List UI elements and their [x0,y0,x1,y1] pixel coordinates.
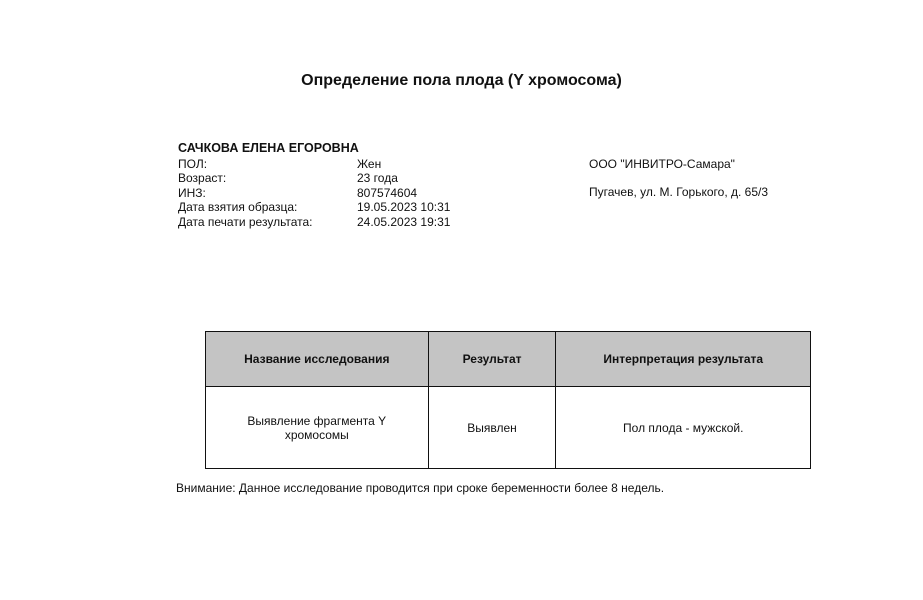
lab-info [589,157,768,199]
table-row [206,387,811,469]
document-title: Определение пола плода (Y хромосома) [301,72,622,89]
column-header-result: Результат [428,332,556,387]
field-label: ИНЗ: [178,185,206,200]
field-value: 807574604 [357,185,418,200]
field-value: 24.05.2023 19:31 [357,214,451,229]
lab-address: Пугачев, ул. М. Горького, д. 65/3 [589,185,769,199]
warning-note: Внимание: Данное исследование проводится при сроке беременности более 8 недель. [176,481,665,495]
field-label: Дата печати результата: [178,214,313,229]
field-value: Жен [357,156,382,171]
patient-field-age [178,171,450,186]
patient-info [178,141,450,230]
field-label: Возраст: [178,171,227,186]
field-label: ПОЛ: [178,156,208,171]
cell-result: Выявлен [428,387,556,469]
cell-interpretation: Пол плода - мужской. [556,387,811,469]
results-table [205,331,811,469]
field-label: Дата взятия образца: [178,200,298,215]
field-value: 23 года [357,171,398,186]
column-header-interpretation: Интерпретация результата [556,332,811,387]
cell-test-name: Выявление фрагмента Y хромосомы [206,387,429,469]
field-value: 19.05.2023 10:31 [357,200,451,215]
lab-name: ООО "ИНВИТРО-Самара" [589,157,735,171]
patient-field-print-date [178,215,450,230]
table-header-row [206,332,811,387]
patient-field-inz [178,186,450,201]
patient-name: САЧКОВА ЕЛЕНА ЕГОРОВНА [178,141,359,155]
column-header-test-name: Название исследования [206,332,429,387]
patient-field-sample-date [178,200,450,215]
patient-field-sex [178,157,450,172]
